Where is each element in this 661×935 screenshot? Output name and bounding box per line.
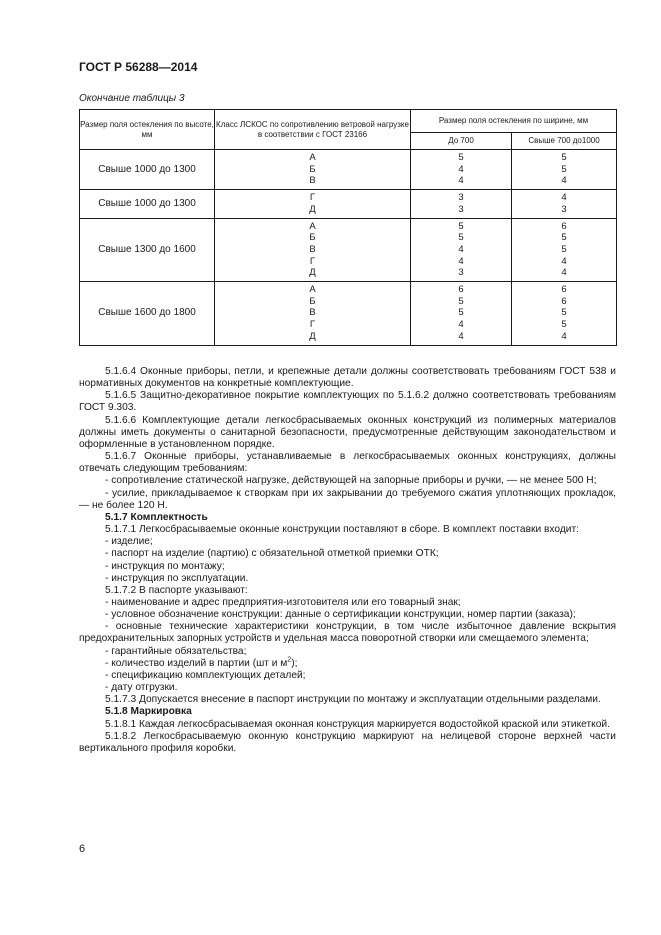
width-1000-cell-line: 5 (561, 243, 567, 255)
width-1000-cell (512, 190, 617, 218)
width-700-cell (411, 218, 512, 282)
class-cell (215, 218, 411, 282)
superscript: 2 (287, 656, 292, 664)
header-width-700: До 700 (411, 133, 512, 150)
width-1000-cell-line: 3 (561, 203, 567, 215)
width-1000-cell-line: 5 (561, 152, 567, 163)
class-cell-line: Б (309, 232, 316, 244)
list-item: - усилие, прикладываемое к створкам при их закрывании до требуемого сжатия уплотняющих прокладок, — не более 120 Н. (79, 487, 616, 511)
width-1000-cell-line: 4 (561, 267, 567, 279)
header-class: Класс ЛСКОС по сопротивлению ветровой нагрузке в соответствии с ГОСТ 23166 (215, 110, 411, 150)
table-body (80, 150, 617, 346)
class-cell-line: А (309, 220, 316, 232)
list-item: - основные технические характеристики конструкции, в том числе избыточное давление вскрытия предохранительных запорных устройств и удельная масса поворотной створки или смещаемого элемента; (79, 621, 616, 645)
list-item: - инструкция по эксплуатации. (105, 572, 249, 584)
class-cell-line: Г (309, 255, 316, 267)
width-700-cell-line: 6 (458, 284, 464, 296)
list-item: - гарантийные обязательства; (105, 645, 247, 657)
size-cell: Свыше 1000 до 1300 (80, 190, 215, 218)
section-heading-5-1-8: 5.1.8 Маркировка (105, 706, 192, 718)
width-700-cell-line: 4 (458, 243, 464, 255)
width-1000-cell-line: 4 (561, 192, 567, 204)
table-row (80, 190, 617, 218)
class-cell-line: В (309, 175, 316, 187)
paragraph: 5.1.8.1 Каждая легкосбрасываемая оконная конструкция маркируется водостойкой краской или этикеткой. (105, 718, 610, 730)
body-text (79, 366, 616, 755)
width-700-cell-line: 4 (458, 255, 464, 267)
class-cell (215, 190, 411, 218)
paragraph: 5.1.8.2 Легкосбрасываемую оконную конструкцию маркируют на нелицевой стороне верхней части вертикального профиля коробки. (79, 730, 616, 754)
width-700-cell-line: 5 (458, 307, 464, 319)
list-item-text: - количество изделий в партии (шт и м (105, 657, 288, 669)
standard-header: ГОСТ Р 56288—2014 (79, 60, 198, 74)
width-1000-cell-line: 5 (561, 307, 567, 319)
list-item (79, 658, 616, 670)
list-item: - спецификацию комплектующих деталей; (105, 669, 306, 681)
list-item: - изделие; (105, 536, 153, 548)
paragraph: 5.1.7.2 В паспорте указывают: (105, 584, 248, 596)
header-width-1000: Свыше 700 до1000 (512, 133, 617, 150)
size-cell: Свыше 1000 до 1300 (80, 150, 215, 190)
class-cell-line: Д (309, 267, 316, 279)
list-item: - наименование и адрес предприятия-изготовителя или его товарный знак; (105, 596, 461, 608)
section-heading-5-1-7: 5.1.7 Комплектность (105, 511, 208, 523)
class-cell-line: А (309, 284, 316, 296)
list-item: - условное обозначение конструкции: данные о сертификации конструкции, номер партии (заказа); (105, 609, 576, 621)
width-700-cell (411, 282, 512, 346)
width-1000-cell-line: 4 (561, 255, 567, 267)
width-1000-cell-line: 5 (561, 232, 567, 244)
class-cell-line: В (309, 307, 316, 319)
width-700-cell-line: 5 (458, 232, 464, 244)
class-cell-line: Б (309, 163, 316, 175)
list-item: - дату отгрузки. (105, 682, 178, 694)
class-cell-line: Г (309, 319, 316, 331)
width-700-cell-line: 4 (458, 175, 464, 187)
class-cell-line: А (309, 152, 316, 163)
class-cell-line: В (309, 243, 316, 255)
width-700-cell (411, 150, 512, 190)
paragraph: 5.1.7.3 Допускается внесение в паспорт инструкции по монтажу и эксплуатации отдельными разделами. (105, 694, 601, 706)
class-cell-line: Д (309, 330, 316, 342)
width-1000-cell (512, 218, 617, 282)
width-1000-cell-line: 4 (561, 175, 567, 187)
width-1000-cell (512, 150, 617, 190)
width-700-cell-line: 3 (458, 192, 464, 204)
table-row (80, 282, 617, 346)
size-cell: Свыше 1300 до 1600 (80, 218, 215, 282)
list-item: - сопротивление статической нагрузке, действующей на запорные приборы и ручки, — не менее 500 Н; (105, 475, 597, 487)
paragraph: 5.1.6.4 Оконные приборы, петли, и крепежные детали должны соответствовать требованиям ГОСТ 538 и нормативных документов на конкретные комплектующие. (79, 366, 616, 390)
width-700-cell-line: 3 (458, 203, 464, 215)
size-cell: Свыше 1600 до 1800 (80, 282, 215, 346)
table-row (80, 218, 617, 282)
header-width: Размер поля остекления по ширине, мм (411, 110, 617, 133)
paragraph: 5.1.6.5 Защитно-декоративное покрытие комплектующих по 5.1.6.2 должно соответствовать требованиям ГОСТ 9.303. (79, 390, 616, 414)
width-1000-cell-line: 5 (561, 319, 567, 331)
table-caption: Окончание таблицы 3 (79, 93, 185, 104)
paragraph: 5.1.6.6 Комплектующие детали легкосбрасываемых оконных конструкций из полимерных материалов должны иметь документы о санитарной безопасности, предусмотренные действующим законодательством и оформленные в установленном порядке. (79, 414, 616, 450)
width-1000-cell-line: 6 (561, 284, 567, 296)
width-1000-cell-line: 5 (561, 163, 567, 175)
width-700-cell-line: 5 (458, 220, 464, 232)
paragraph: 5.1.6.7 Оконные приборы, устанавливаемые в легкосбрасываемых оконных конструкциях, должны отвечать следующим требованиям: (79, 451, 616, 475)
class-cell-line: Б (309, 295, 316, 307)
paragraph: 5.1.7.1 Легкосбрасываемые оконные конструкции поставляют в сборе. В комплект поставки входит: (105, 524, 579, 536)
list-item-text-end: ); (291, 657, 298, 669)
class-cell (215, 150, 411, 190)
class-cell (215, 282, 411, 346)
width-700-cell-line: 3 (458, 267, 464, 279)
class-cell-line: Д (309, 203, 316, 215)
width-700-cell (411, 190, 512, 218)
width-1000-cell (512, 282, 617, 346)
width-700-cell-line: 4 (458, 319, 464, 331)
width-1000-cell-line: 6 (561, 220, 567, 232)
page-number: 6 (79, 843, 86, 855)
width-700-cell-line: 4 (458, 330, 464, 342)
header-height: Размер поля остекления по высоте, мм (80, 110, 215, 150)
width-700-cell-line: 4 (458, 163, 464, 175)
list-item: - инструкция по монтажу; (105, 560, 225, 572)
table-row (80, 150, 617, 190)
width-1000-cell-line: 6 (561, 295, 567, 307)
glazing-table (79, 109, 617, 346)
list-item: - паспорт на изделие (партию) с обязательной отметкой приемки ОТК; (105, 548, 439, 560)
class-cell-line: Г (309, 192, 316, 204)
width-700-cell-line: 5 (458, 295, 464, 307)
width-1000-cell-line: 4 (561, 330, 567, 342)
width-700-cell-line: 5 (458, 152, 464, 163)
